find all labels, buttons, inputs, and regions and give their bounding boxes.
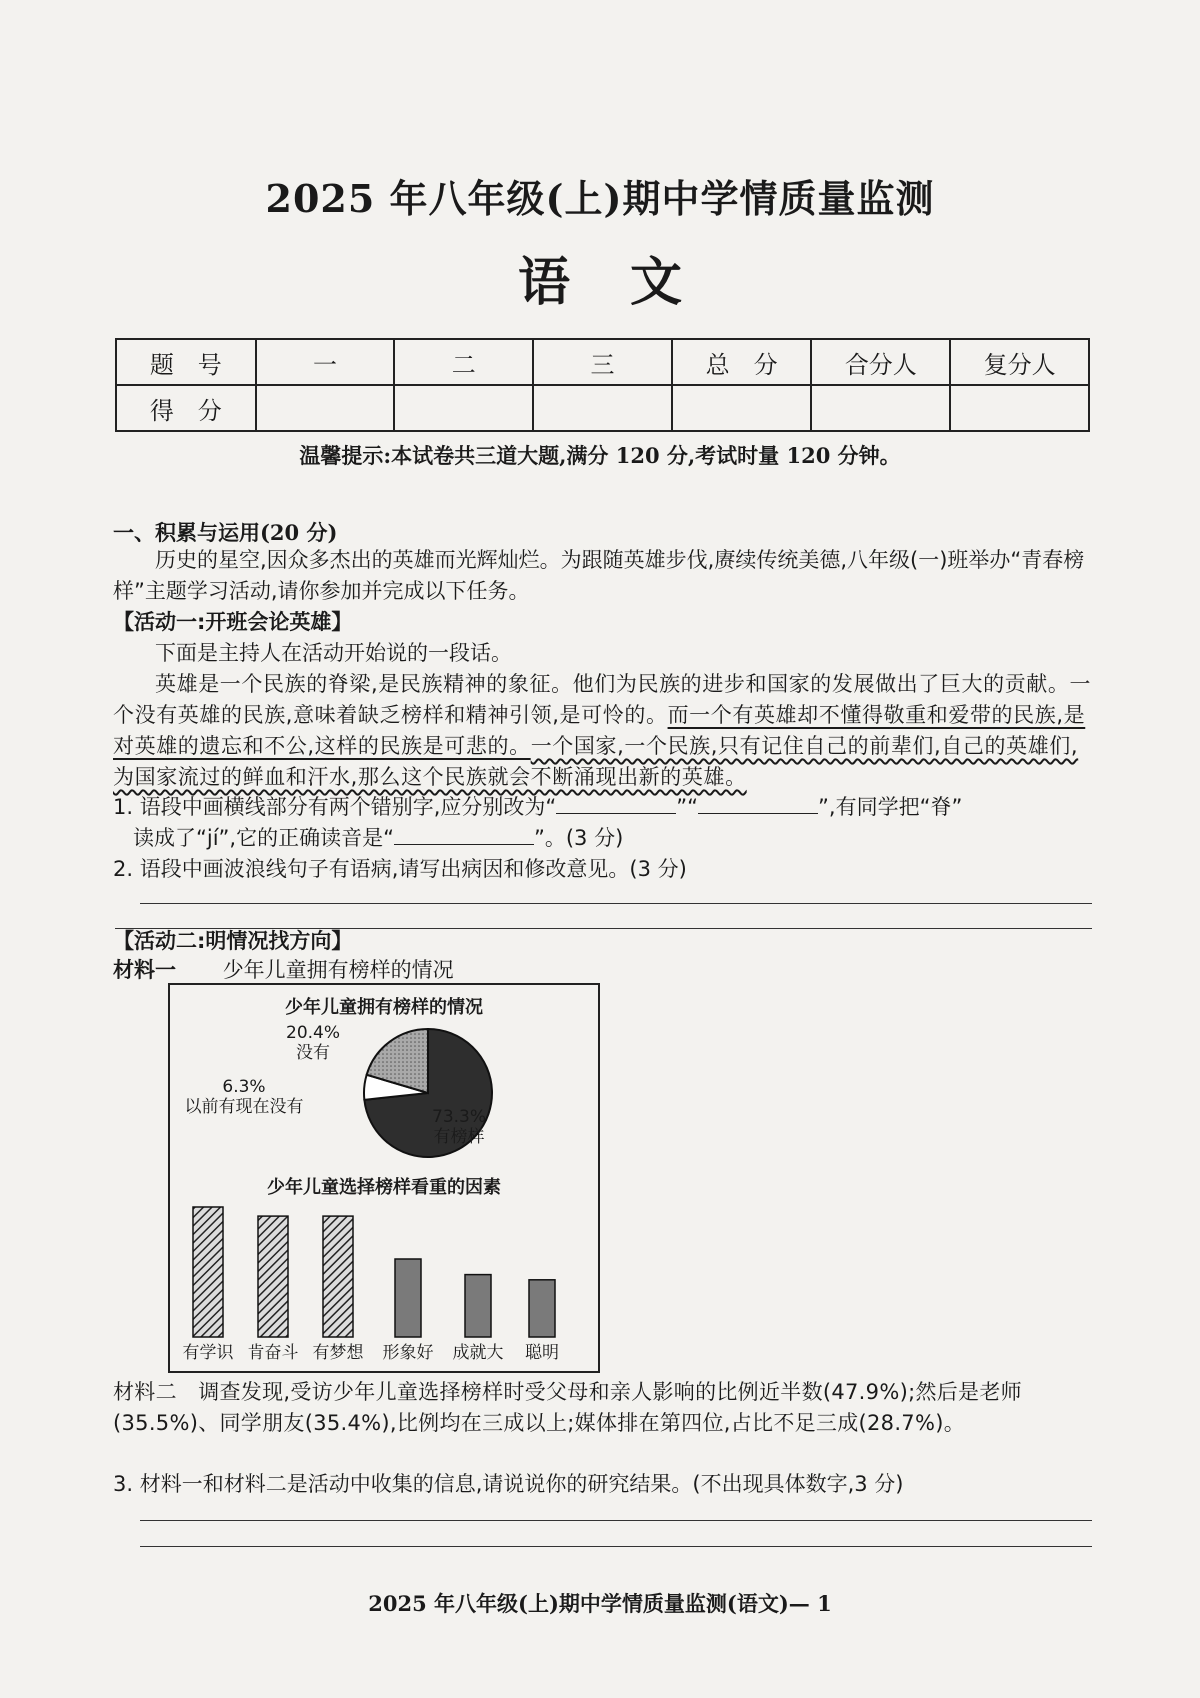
exam-title: 2025 年八年级(上)期中学情质量监测 [265,176,935,221]
bar-category-label: 聪明 [525,1343,559,1363]
pie-value-label: 20.4% [286,1023,341,1043]
host-intro: 下面是主持人在活动开始说的一段话。 [155,641,512,665]
bar [529,1280,555,1337]
pie-category-label: 以前有现在没有 [184,1097,304,1117]
hero-passage [113,669,1093,793]
bar [395,1259,421,1337]
answer-line[interactable] [140,1546,1092,1547]
answer-blank[interactable] [698,793,818,814]
pie-category-label: 有榜样 [433,1127,485,1147]
question-3: 3. 材料一和材料二是活动中收集的信息,请说说你的研究结果。(不出现具体数字,3 分) [113,1472,904,1496]
pie-value-label: 73.3% [432,1107,487,1127]
activity2-heading: 【活动二:明情况找方向】 [113,929,353,953]
score-cell: 合分人 [811,339,950,385]
score-cell: 一 [256,339,395,385]
question-1 [113,792,1093,854]
q1-text: ”“ [676,795,699,819]
score-entry-cell[interactable] [672,385,812,431]
bar-chart-title: 少年儿童选择榜样看重的因素 [267,1177,501,1198]
answer-blank[interactable] [556,793,676,814]
q1-text: ”。(3 分) [533,826,624,850]
bar-category-label: 肯奋斗 [247,1343,299,1363]
passage-underlined: 而一个有英雄却不懂得敬重和爱带的民族,是对英雄的遗忘和不公,这样的民族是可悲的。 [113,703,1086,758]
score-cell: 三 [533,339,672,385]
material2-paragraph: 材料二 调查发现,受访少年儿童选择榜样时受父母和亲人影响的比例近半数(47.9%);然后是老师(35.5%)、同学朋友(35.4%),比例均在三成以上;媒体排在第四位,占比不足三成(28.7%)。 [113,1380,1022,1435]
score-cell: 二 [394,339,533,385]
answer-line[interactable] [140,1520,1092,1521]
question-2: 2. 语段中画波浪线句子有语病,请写出病因和修改意见。(3 分) [113,857,687,881]
bar [258,1216,288,1337]
pie-label-has [432,1107,486,1147]
q1-text: 1. 语段中画横线部分有两个错别字,应分别改为“ [113,795,557,819]
bar-category-label: 有梦想 [312,1343,364,1363]
page-footer: 2025 年八年级(上)期中学情质量监测(语文)— 1 [368,1591,832,1616]
chart-figure [168,983,600,1373]
bar-category-label: 成就大 [452,1343,504,1363]
pie-category-label: 没有 [296,1043,330,1063]
material1-label: 材料一 [113,958,176,982]
pie-label-none [286,1023,340,1063]
bar [323,1216,353,1337]
subject-title: 语文 [517,252,742,313]
answer-blank[interactable] [394,824,534,845]
score-cell: 题 号 [116,339,256,385]
material1-caption [113,955,1093,986]
answer-line[interactable] [140,903,1092,904]
score-table [115,338,1090,432]
score-entry-cell[interactable] [256,385,395,431]
passage-plain: 英雄是一个民族的脊梁,是民族精神的象征。他们为民族的进步和国家的发展做出了巨大的贡献。一个没有英雄的民族,意味着缺乏榜样和精神引领,是可怜的。 [113,672,1092,727]
score-entry-cell[interactable] [950,385,1089,431]
bar-category-label: 有学识 [182,1343,234,1363]
q1-text: ”,有同学把“脊” [818,795,963,819]
score-cell: 复分人 [950,339,1089,385]
score-table-header-row [116,339,1089,385]
section-heading: 一、积累与运用(20 分) [113,520,338,545]
bar [465,1275,491,1337]
pie-value-label: 6.3% [222,1077,266,1097]
exam-tip: 温馨提示:本试卷共三道大题,满分 120 分,考试时量 120 分钟。 [299,443,901,468]
material1-title: 少年儿童拥有榜样的情况 [222,958,454,982]
activity1-heading: 【活动一:开班会论英雄】 [113,610,353,634]
pie-label-formerly [164,1077,324,1117]
score-row-label: 得 分 [116,385,256,431]
score-entry-cell[interactable] [394,385,533,431]
score-entry-cell[interactable] [533,385,672,431]
bar [193,1207,223,1337]
pie-chart-title: 少年儿童拥有榜样的情况 [285,997,483,1018]
score-cell: 总 分 [672,339,812,385]
q1-text: 读成了“jí”,它的正确读音是“ [133,826,394,850]
score-table-score-row [116,385,1089,431]
intro-paragraph: 历史的星空,因众多杰出的英雄而光辉灿烂。为跟随英雄步伐,赓续传统美德,八年级(一)班举办“青春榜样”主题学习活动,请你参加并完成以下任务。 [113,548,1085,603]
score-entry-cell[interactable] [811,385,950,431]
bar-category-label: 形象好 [382,1343,434,1363]
passage-wavy: 一个国家,一个民族,只有记住自己的前辈们,自己的英雄们,为国家流过的鲜血和汗水,那么这个民族就会不断涌现出新的英雄。 [113,734,1079,789]
